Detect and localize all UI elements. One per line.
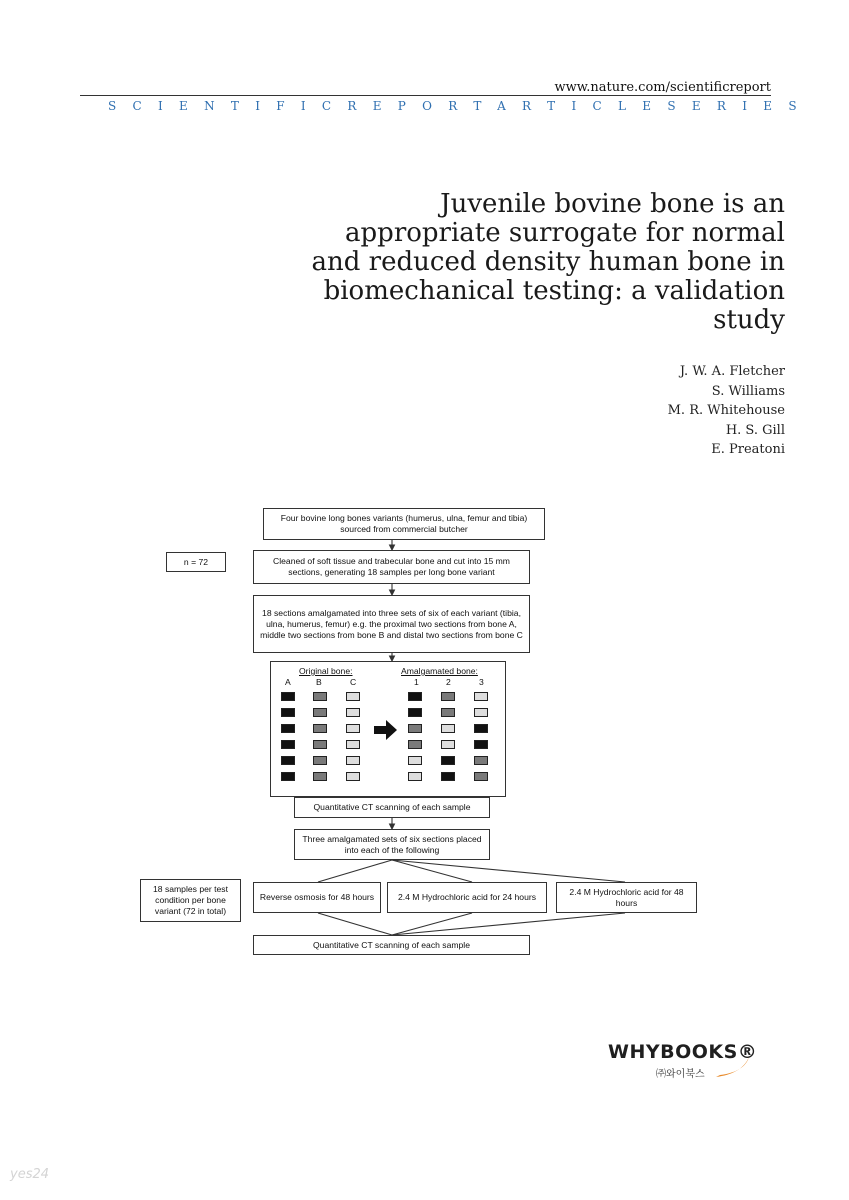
amalgamated-bone-cell bbox=[441, 708, 455, 717]
flow-step-placement: Three amalgamated sets of six sections placed into each of the following bbox=[294, 829, 490, 860]
amalgamated-bone-cell bbox=[441, 692, 455, 701]
original-bone-cell bbox=[313, 692, 327, 701]
original-bone-cell bbox=[313, 708, 327, 717]
author-name: E. Preatoni bbox=[711, 442, 785, 457]
flow-step-ct-scan-final: Quantitative CT scanning of each sample bbox=[253, 935, 530, 955]
original-bone-cell bbox=[346, 692, 360, 701]
column-label: B bbox=[316, 677, 322, 687]
condition-hcl-48h: 2.4 M Hydrochloric acid for 48 hours bbox=[556, 882, 697, 913]
column-label: 3 bbox=[479, 677, 484, 687]
series-title: SCIENTIFICREPORTARTICLESERIES bbox=[108, 99, 813, 113]
flow-step-source: Four bovine long bones variants (humerus, ulna, femur and tibia) sourced from commercial butcher bbox=[263, 508, 545, 540]
original-bone-label: Original bone: bbox=[299, 666, 353, 676]
original-bone-cell bbox=[281, 724, 295, 733]
title-line: study bbox=[713, 305, 785, 335]
original-bone-cell bbox=[313, 740, 327, 749]
original-bone-cell bbox=[281, 756, 295, 765]
flow-step-amalgamation: 18 sections amalgamated into three sets of six of each variant (tibia, ulna, humerus, femur) e.g. the proximal two sections from bone A, middle two sections from bone B and distal two sections from bone C bbox=[253, 595, 530, 653]
original-bone-cell bbox=[346, 740, 360, 749]
author-name: J. W. A. Fletcher bbox=[679, 364, 785, 379]
publisher-logo bbox=[608, 1041, 758, 1080]
column-label: 1 bbox=[414, 677, 419, 687]
amalgamated-bone-cell bbox=[441, 756, 455, 765]
arrow-right-icon bbox=[374, 719, 398, 741]
author-name: M. R. Whitehouse bbox=[667, 403, 785, 418]
amalgamated-bone-cell bbox=[408, 692, 422, 701]
amalgamated-bone-cell bbox=[408, 756, 422, 765]
column-label: A bbox=[285, 677, 291, 687]
column-label: C bbox=[350, 677, 357, 687]
amalgamated-bone-label: Amalgamated bone: bbox=[401, 666, 478, 676]
original-bone-cell bbox=[346, 708, 360, 717]
condition-reverse-osmosis: Reverse osmosis for 48 hours bbox=[253, 882, 381, 913]
original-bone-cell bbox=[346, 724, 360, 733]
watermark: yes24 bbox=[10, 1167, 50, 1182]
original-bone-cell bbox=[346, 756, 360, 765]
title-line: biomechanical testing: a validation bbox=[323, 276, 785, 306]
flow-step-cleaning: Cleaned of soft tissue and trabecular bone and cut into 15 mm sections, generating 18 samples per long bone variant bbox=[253, 550, 530, 584]
condition-hcl-24h: 2.4 M Hydrochloric acid for 24 hours bbox=[387, 882, 547, 913]
original-bone-cell bbox=[281, 692, 295, 701]
amalgamated-bone-cell bbox=[408, 740, 422, 749]
original-bone-cell bbox=[313, 756, 327, 765]
amalgamated-bone-cell bbox=[474, 708, 488, 717]
amalgamated-bone-cell bbox=[441, 740, 455, 749]
amalgamated-bone-cell bbox=[408, 708, 422, 717]
original-bone-cell bbox=[346, 772, 360, 781]
author-name: H. S. Gill bbox=[725, 422, 785, 438]
amalgamated-bone-cell bbox=[441, 724, 455, 733]
title-line: appropriate surrogate for normal bbox=[345, 218, 785, 248]
amalgamated-bone-cell bbox=[408, 772, 422, 781]
amalgamated-bone-cell bbox=[408, 724, 422, 733]
column-label: 2 bbox=[446, 677, 451, 687]
amalgamated-bone-cell bbox=[474, 756, 488, 765]
amalgamation-diagram bbox=[270, 661, 506, 797]
author-name: S. Williams bbox=[711, 383, 785, 399]
amalgamated-bone-cell bbox=[474, 724, 488, 733]
amalgamated-bone-cell bbox=[441, 772, 455, 781]
amalgamated-bone-cell bbox=[474, 692, 488, 701]
test-condition-note: 18 samples per test condition per bone variant (72 in total) bbox=[140, 879, 241, 922]
amalgamated-bone-cell bbox=[474, 740, 488, 749]
original-bone-cell bbox=[313, 772, 327, 781]
flow-step-ct-scan-initial: Quantitative CT scanning of each sample bbox=[294, 797, 490, 818]
sample-count-box: n = 72 bbox=[166, 552, 226, 572]
original-bone-cell bbox=[313, 724, 327, 733]
title-line: Juvenile bovine bone is an bbox=[440, 189, 785, 219]
logo-swoosh-icon bbox=[608, 1041, 758, 1081]
title-line: and reduced density human bone in bbox=[311, 247, 785, 277]
amalgamated-bone-cell bbox=[474, 772, 488, 781]
original-bone-cell bbox=[281, 708, 295, 717]
logo-wordmark: WHYBOOKS® bbox=[608, 1041, 758, 1063]
original-bone-cell bbox=[281, 740, 295, 749]
journal-url: www.nature.com/scientificreport bbox=[554, 80, 771, 95]
original-bone-cell bbox=[281, 772, 295, 781]
logo-subtitle: ㈜와이북스 bbox=[656, 1069, 705, 1080]
